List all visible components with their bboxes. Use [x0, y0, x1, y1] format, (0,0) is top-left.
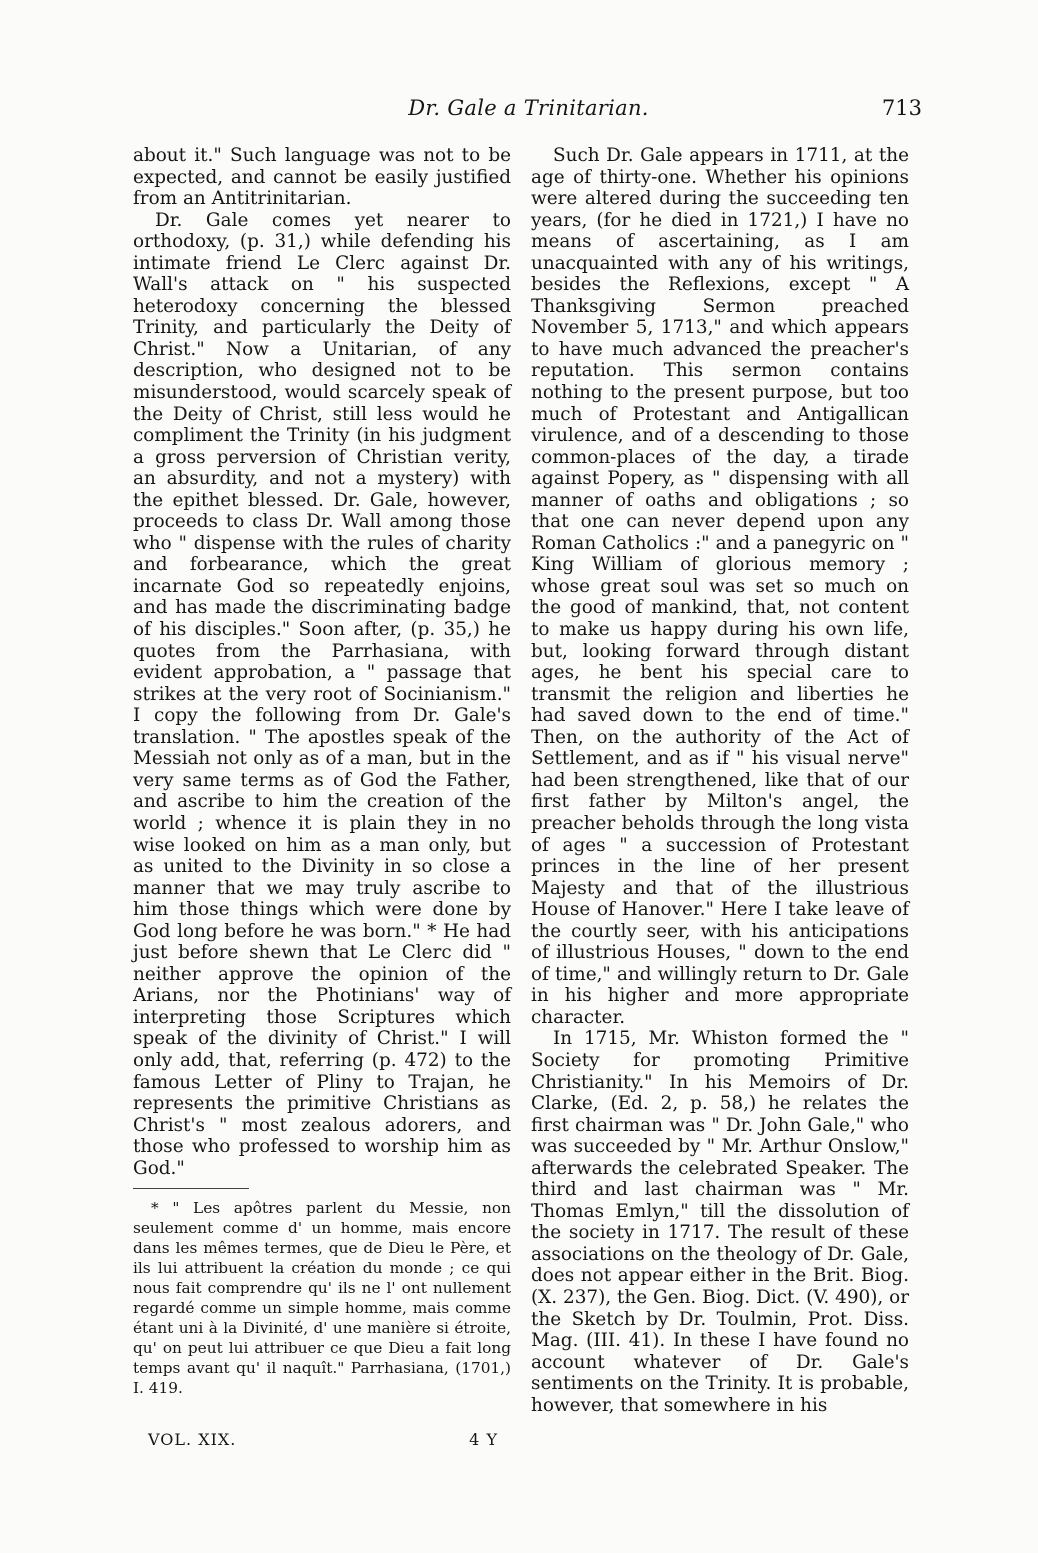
signature-line [148, 1430, 498, 1456]
right-paragraph-1: Such Dr. Gale appears in 1711, at the age of thirty-one. Whether his opinions were altered during the succeeding ten years, (for he died in 1721,) I have no means of ascertaining, as I am unacquainted with any of his writings, besides the Reflexions, except " A Thanksgiving Sermon preached November 5, 1713," and which appears to have much advanced the preacher's reputation. This sermon contains nothing to the present purpose, but too much of Protestant and Antigallican virulence, and of a descending to those common-places of the day, a tirade against Popery, as " dispensing with all manner of oaths and obligations ; so that one can never depend upon any Roman Catholics :" and a panegyric on " King William of glorious memory ; whose great soul was set so much on the good of mankind, that, not content to make us happy during his own life, but, looking forward through distant ages, he bent his special care to transmit the religion and liberties he had saved down to the end of time." Then, on the authority of the Act of Settlement, and as if " his visual nerve" had been strengthened, like that of our first father by Milton's angel, the preacher beholds through the long vista of ages " a succession of Protestant princes in the line of her present Majesty and that of the illustrious House of Hanover." Here I take leave of the courtly seer, with his anticipations of illustrious Houses, " down to the end of time," and willingly return to Dr. Gale in his higher and more appropriate character. [531, 145, 909, 1028]
footnote-text: * " Les apôtres parlent du Messie, non seulement comme d' un homme, mais encore dans les mêmes termes, que de Dieu le Père, et ils lui attribuent la création du monde ; ce qui nous fait comprendre qu' ils ne l' ont nullement regardé comme un simple homme, mais comme étant uni à la Divinité, d' une manière si étroite, qu' on peut lui attribuer ce que Dieu a fait long temps avant qu' il naquît." Parrhasiana, (1701,) I. 419. [133, 1199, 511, 1397]
footnote [133, 1198, 511, 1398]
right-paragraph-2: In 1715, Mr. Whiston formed the " Society for promoting Primitive Christianity." In his Memoirs of Dr. Clarke, (Ed. 2, p. 58,) he relates the first chairman was " Dr. John Gale," who was succeeded by " Mr. Arthur Onslow," afterwards the celebrated Speaker. The third and last chairman was " Mr. Thomas Emlyn," till the dissolution of the society in 1717. The result of these associations on the theology of Dr. Gale, does not appear either in the Brit. Biog. (X. 237), the Gen. Biog. Dict. (V. 490), or the Sketch by Dr. Toulmin, Prot. Diss. Mag. (III. 41). In these I have found no account whatever of Dr. Gale's sentiments on the Trinity. It is probable, however, that somewhere in his [531, 1028, 909, 1416]
running-title: Dr. Gale a Trinitarian. [408, 96, 649, 120]
running-head [135, 96, 922, 126]
footnote-divider [133, 1188, 249, 1189]
left-paragraph-1: about it." Such language was not to be expected, and cannot be easily justified from an Antitrinitarian. [133, 145, 511, 210]
left-paragraph-2: Dr. Gale comes yet nearer to orthodoxy, (p. 31,) while defending his intimate friend Le Clerc against Dr. Wall's attack on " his suspected heterodoxy concerning the blessed Trinity, and particularly the Deity of Christ." Now a Unitarian, of any description, who designed not to be misunderstood, would scarcely speak of the Deity of Christ, still less would he compliment the Trinity (in his judgment a gross perversion of Christian verity, an absurdity, and not a mystery) with the epithet blessed. Dr. Gale, however, proceeds to class Dr. Wall among those who " dispense with the rules of charity and forbearance, which the great incarnate God so repeatedly enjoins, and has made the discriminating badge of his disciples." Soon after, (p. 35,) he quotes from the Parrhasiana, with evident approbation, a " passage that strikes at the very root of Socinianism." I copy the following from Dr. Gale's translation. " The apostles speak of the Messiah not only as of a man, but in the very same terms as of God the Father, and ascribe to him the creation of the world ; whence it is plain they in no wise looked on him as a man only, but as united to the Divinity in so close a manner that we may truly ascribe to him those things which were done by God long before he was born." * He had just before shewn that Le Clerc did " neither approve the opinion of the Arians, nor the Photinians' way of interpreting those Scriptures which speak of the divinity of Christ." I will only add, that, referring (p. 472) to the famous Letter of Pliny to Trajan, he represents the primitive Christians as Christ's " most zealous adorers, and those who professed to worship him as God." [133, 209, 511, 1179]
left-column [133, 145, 511, 1179]
right-column [531, 145, 909, 1416]
volume-label: VOL. XIX. [148, 1430, 237, 1449]
page-number: 713 [881, 96, 922, 120]
signature-mark: 4 Y [469, 1430, 498, 1449]
